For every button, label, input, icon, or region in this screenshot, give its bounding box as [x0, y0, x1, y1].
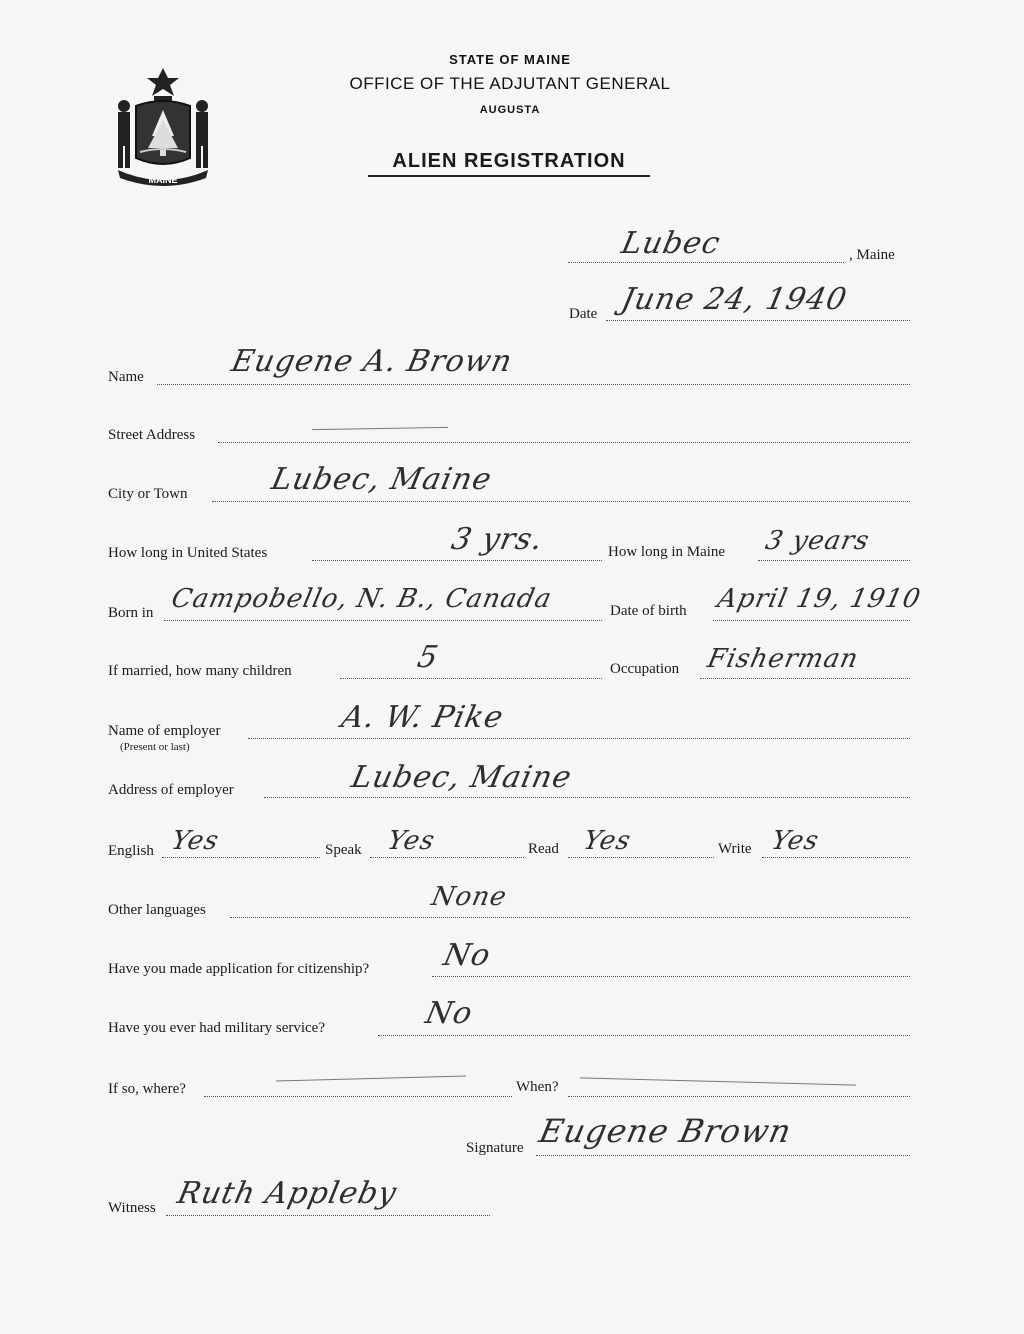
- occupation-line: [700, 678, 910, 679]
- how-long-us-entry: 3 yrs.: [448, 522, 547, 557]
- military-line: [378, 1035, 910, 1036]
- other-languages-line: [230, 917, 910, 918]
- how-long-maine-label: How long in Maine: [608, 544, 726, 560]
- employer-entry: A. W. Pike: [338, 700, 507, 735]
- date-of-birth-entry: April 19, 1910: [714, 584, 924, 614]
- write-entry: Yes: [768, 826, 822, 856]
- military-label: Have you ever had military service?: [108, 1020, 325, 1036]
- how-long-us-line: [312, 560, 602, 561]
- street-address-label: Street Address: [108, 427, 196, 443]
- signature-entry: Eugene Brown: [535, 1112, 796, 1150]
- when-line: [568, 1096, 910, 1097]
- date-of-birth-label: Date of birth: [610, 603, 687, 619]
- street-address-dash: [312, 427, 448, 430]
- date-entry: June 24, 1940: [618, 282, 851, 317]
- military-entry: No: [422, 996, 477, 1031]
- city-town-entry: Lubec, Maine: [268, 462, 496, 497]
- write-line: [762, 857, 910, 858]
- name-label: Name: [108, 369, 144, 385]
- header-city: AUGUSTA: [479, 104, 541, 116]
- born-in-label: Born in: [108, 605, 154, 621]
- occupation-label: Occupation: [610, 661, 680, 677]
- other-languages-label: Other languages: [108, 902, 206, 918]
- citizenship-line: [432, 976, 910, 977]
- born-in-line: [164, 620, 602, 621]
- children-line: [340, 678, 602, 679]
- if-so-where-label: If so, where?: [108, 1081, 186, 1097]
- seal-banner-text: MAINE: [148, 175, 178, 185]
- name-entry: Eugene A. Brown: [228, 344, 516, 379]
- employer-address-entry: Lubec, Maine: [348, 760, 576, 795]
- read-line: [568, 857, 714, 858]
- place-entry: Lubec: [618, 226, 724, 261]
- signature-label: Signature: [466, 1140, 524, 1156]
- date-label: Date: [569, 306, 598, 322]
- write-label: Write: [718, 841, 752, 857]
- citizenship-entry: No: [440, 938, 495, 973]
- if-so-where-dash: [276, 1076, 466, 1082]
- employer-address-label: Address of employer: [108, 782, 234, 798]
- maine-label: , Maine: [849, 247, 895, 263]
- english-label: English: [108, 843, 154, 859]
- date-line: [606, 320, 910, 321]
- citizenship-label: Have you made application for citizenship?: [108, 961, 370, 977]
- street-address-line: [218, 442, 910, 443]
- witness-entry: Ruth Appleby: [174, 1176, 401, 1211]
- when-label: When?: [516, 1079, 559, 1095]
- occupation-entry: Fisherman: [704, 644, 862, 674]
- how-long-maine-entry: 3 years: [762, 526, 873, 556]
- witness-line: [166, 1215, 490, 1216]
- speak-label: Speak: [325, 842, 362, 858]
- signature-line: [536, 1155, 910, 1156]
- when-dash: [580, 1077, 856, 1085]
- employer-note: (Present or last): [120, 741, 190, 753]
- children-entry: 5: [414, 640, 442, 675]
- city-town-line: [212, 501, 910, 502]
- born-in-entry: Campobello, N. B., Canada: [168, 584, 555, 614]
- speak-line: [370, 857, 524, 858]
- header-office: OFFICE OF THE ADJUTANT GENERAL: [349, 74, 671, 93]
- how-long-maine-line: [758, 560, 910, 561]
- employer-address-line: [264, 797, 910, 798]
- other-languages-entry: None: [428, 882, 510, 912]
- name-line: [157, 384, 910, 385]
- place-line: [568, 262, 844, 263]
- speak-entry: Yes: [384, 826, 438, 856]
- city-town-label: City or Town: [108, 486, 188, 502]
- form-title: ALIEN REGISTRATION: [368, 150, 650, 177]
- how-long-us-label: How long in United States: [108, 545, 268, 561]
- date-of-birth-line: [713, 620, 910, 621]
- employer-label: Name of employer: [108, 723, 221, 739]
- children-label: If married, how many children: [108, 663, 292, 679]
- read-entry: Yes: [580, 826, 634, 856]
- employer-line: [248, 738, 910, 739]
- maine-state-seal-icon: [108, 66, 218, 190]
- witness-label: Witness: [108, 1200, 156, 1216]
- read-label: Read: [528, 841, 559, 857]
- header-state: STATE OF MAINE: [449, 52, 571, 67]
- english-entry: Yes: [168, 826, 222, 856]
- if-so-where-line: [204, 1096, 512, 1097]
- english-line: [162, 857, 320, 858]
